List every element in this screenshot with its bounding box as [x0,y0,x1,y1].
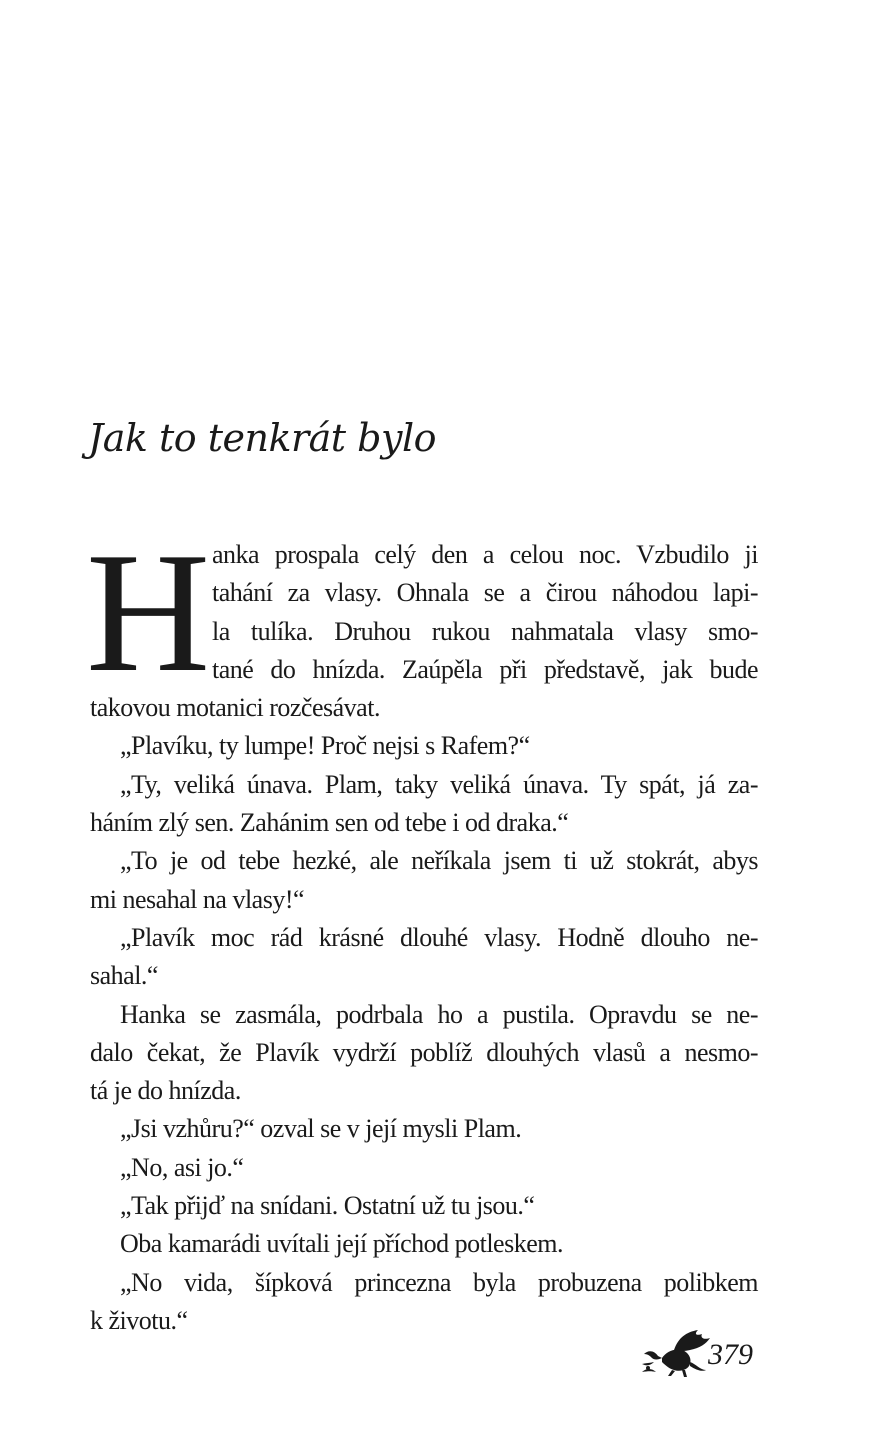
drop-cap: H [86,518,210,708]
text-line: „Jsi vzhůru?“ ozval se v její mysli Plam. [120,1114,522,1144]
text-line: „Ty, veliká únava. Plam, taky veliká únava. Ty spát, já za- [120,769,758,799]
text-line: takovou motanici rozčesávat. [90,693,380,723]
text-line: Hanka se zasmála, podrbala ho a pustila. Opravdu se ne- [120,999,758,1029]
text-line: k životu.“ [90,1305,188,1335]
text-line: mi nesahal na vlasy!“ [90,884,305,914]
chapter-title: Jak to tenkrát bylo [88,416,436,460]
text-line: „Tak přijď na snídani. Ostatní už tu jsou.“ [120,1191,535,1221]
text-line: „Plavíku, ty lumpe! Proč nejsi s Rafem?“ [120,731,530,761]
text-line: Oba kamarádi uvítali její příchod potleskem. [120,1229,563,1259]
text-line: la tulíka. Druhou rukou nahmatala vlasy smo- [212,616,758,646]
text-line: anka prospala celý den a celou noc. Vzbudilo ji [212,540,758,569]
page-number: 379 [708,1338,753,1371]
text-line: tahání za vlasy. Ohnala se a čirou náhodou lapi- [212,578,758,608]
text-line: „To je od tebe hezké, ale neříkala jsem ti už stokrát, abys [120,846,758,876]
text-line: háním zlý sen. Zahánim sen od tebe i od draka.“ [90,808,569,838]
text-line: „Plavík moc rád krásné dlouhé vlasy. Hodně dlouho ne- [120,922,758,952]
chapter-body [86,518,758,1340]
dragon-ornament-icon [640,1328,714,1378]
text-line: „No vida, šípková princezna byla probuzena polibkem [120,1267,758,1297]
page-footer [640,1328,770,1388]
text-line: tá je do hnízda. [90,1076,241,1106]
text-line: „No, asi jo.“ [120,1152,244,1182]
text-line: dalo čekat, že Plavík vydrží poblíž dlouhých vlasů a nesmo- [90,1037,758,1067]
text-line: tané do hnízda. Zaúpěla při představě, jak bude [212,654,758,684]
text-line: sahal.“ [90,961,158,991]
